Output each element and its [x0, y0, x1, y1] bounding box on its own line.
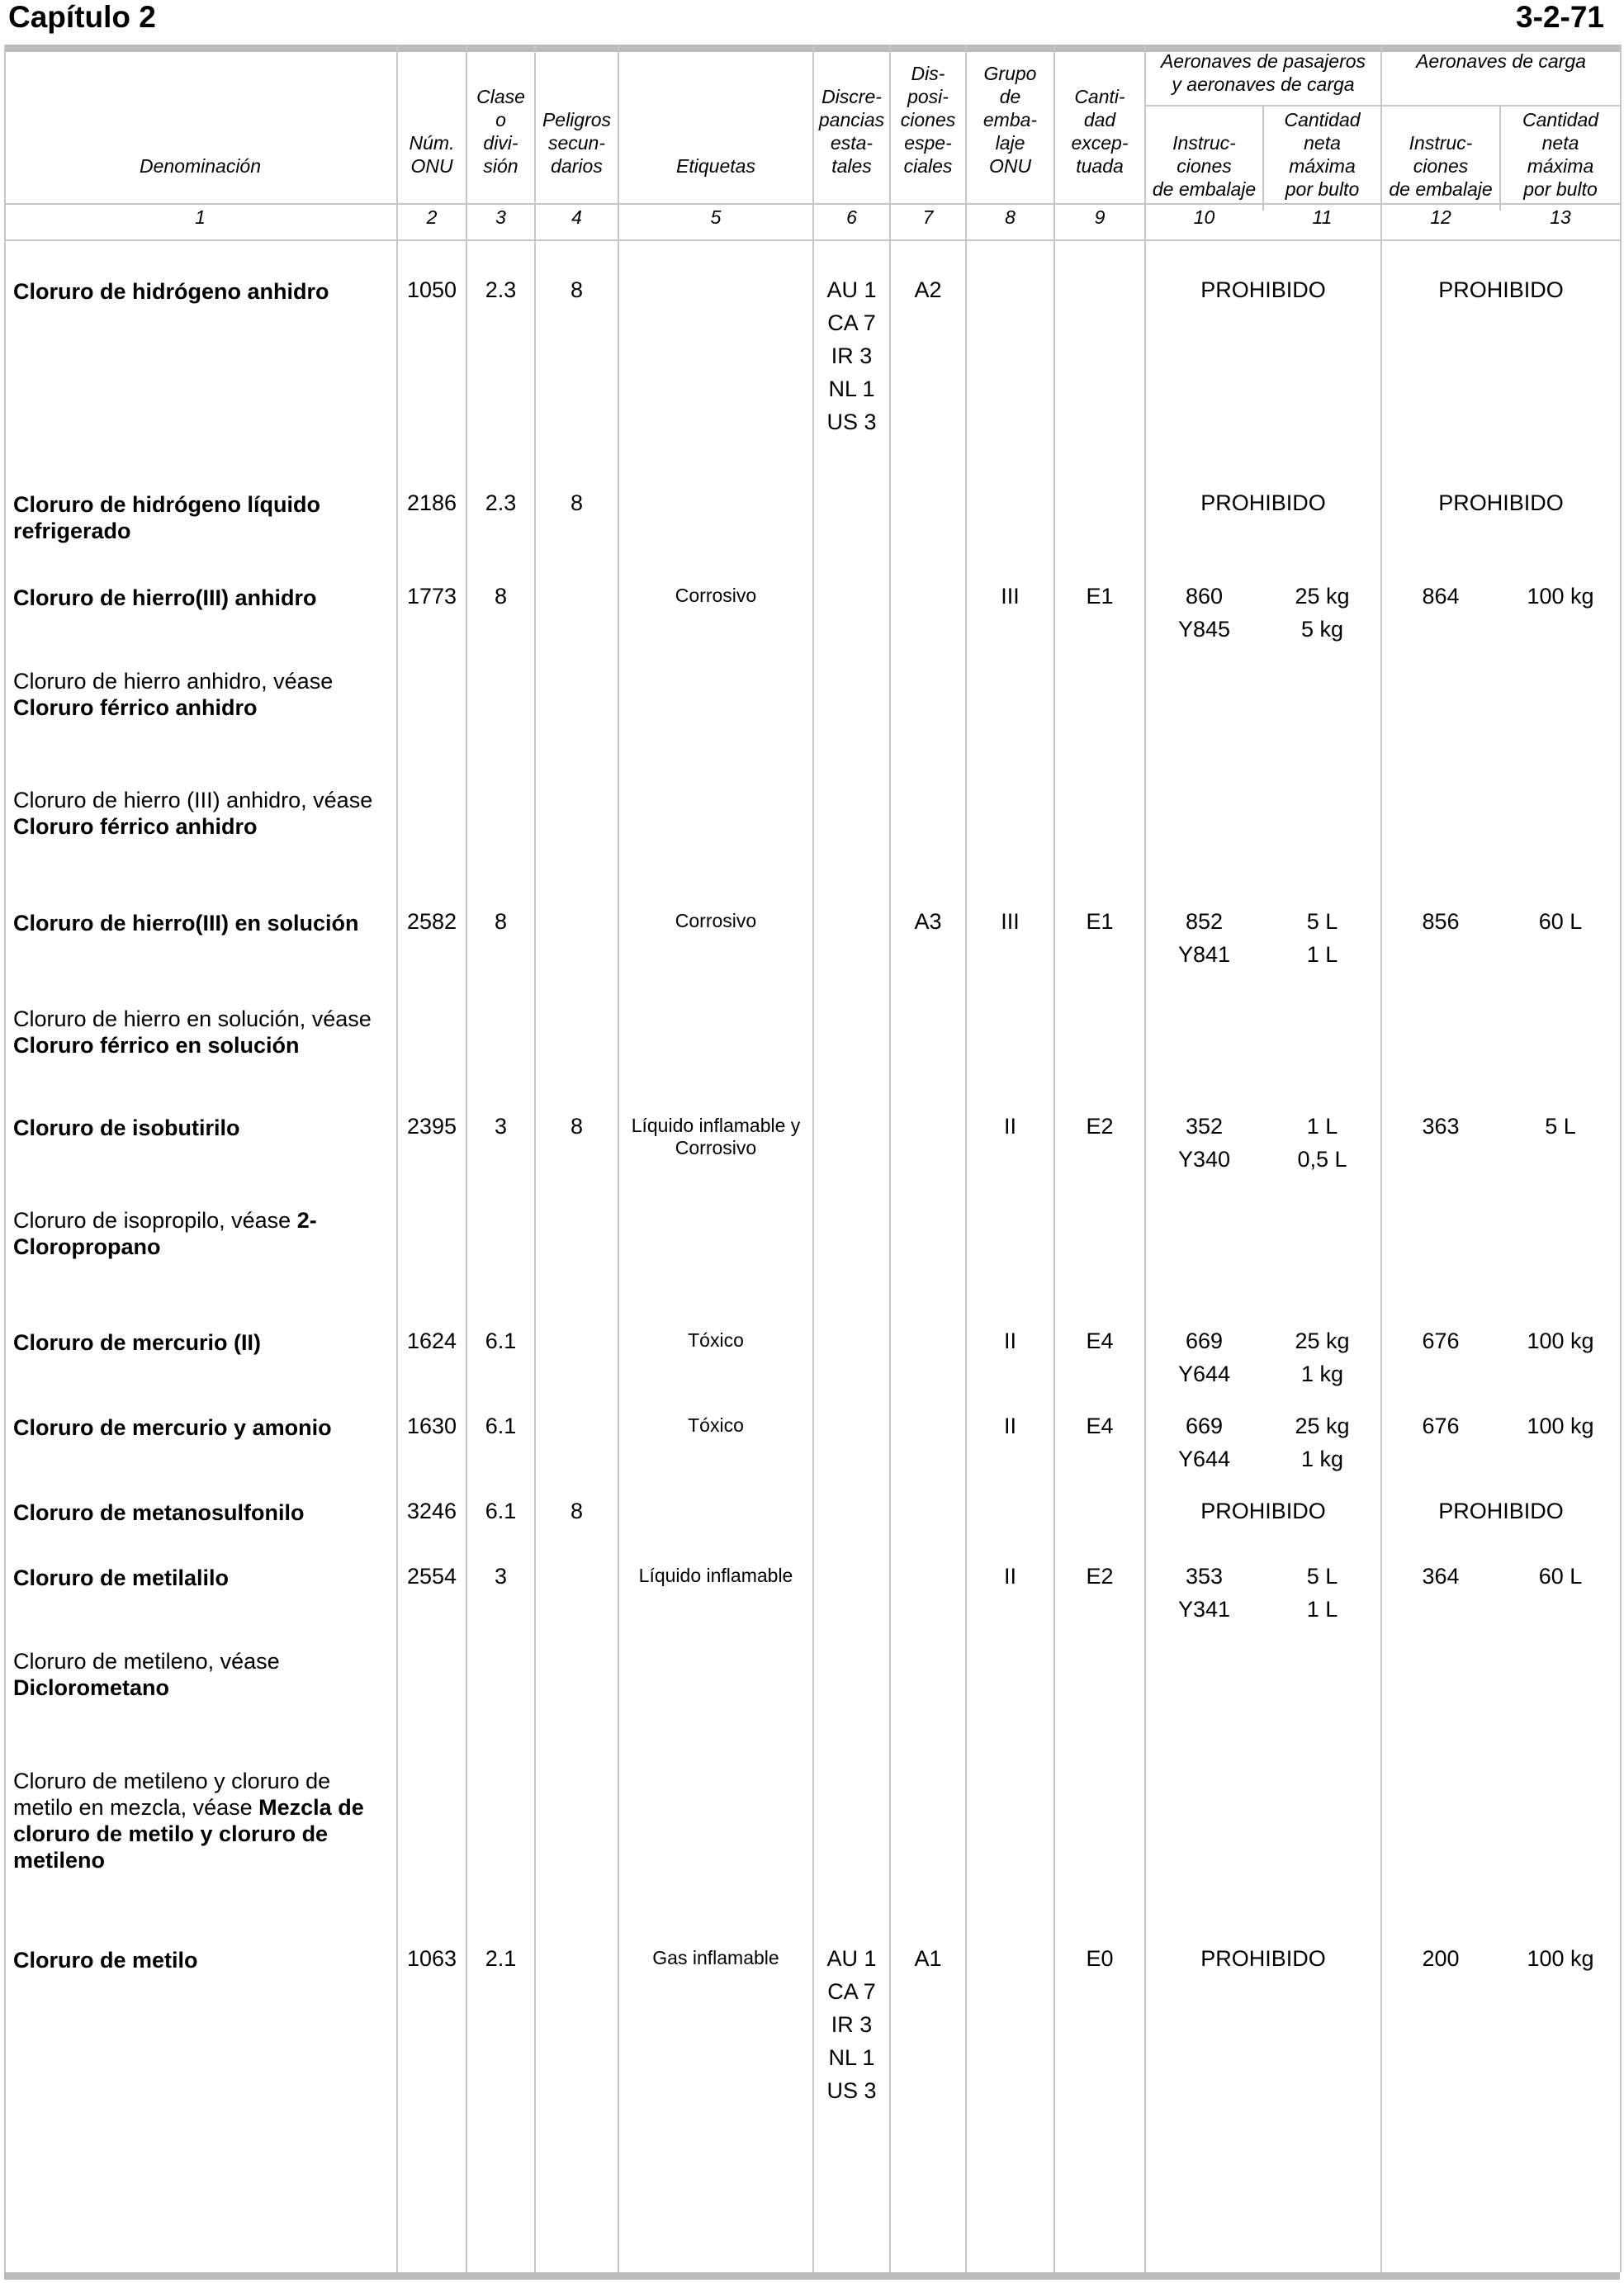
cell-q11: 25 kg 1 kg	[1295, 1329, 1350, 1386]
column-number: 1	[195, 206, 206, 228]
column-divider	[1620, 45, 1622, 2272]
col-header-excepted: Canti- dad excep- tuada	[1071, 86, 1129, 177]
cell-pi10: 860 Y845	[1177, 584, 1231, 642]
column-divider	[396, 45, 398, 2272]
cell-exc: E1	[1086, 584, 1114, 609]
cell-pi12: 864	[1422, 584, 1460, 609]
entry-name	[13, 1329, 393, 1356]
col-header-qty-cargo: Cantidad neta máxima por bulto	[1522, 109, 1599, 200]
cell-q11: 5 L 1 L	[1306, 909, 1338, 967]
entry-name	[13, 1648, 393, 1701]
cell-pi12: 676	[1422, 1329, 1460, 1353]
column-divider	[534, 45, 536, 2272]
cell-sp: A1	[914, 1946, 942, 1971]
entry-name-bold: Cloruro de metanosulfonilo	[13, 1500, 305, 1525]
cell-sub: 8	[570, 490, 584, 515]
cell-exc: E0	[1086, 1946, 1114, 1971]
entry-name-bold: Cloruro de metilalilo	[13, 1565, 230, 1590]
column-divider	[1380, 45, 1382, 2272]
cell-un: 2554	[406, 1564, 457, 1589]
cell-cls: 8	[494, 584, 508, 609]
entry-name-prefix: Cloruro de hierro (III) anhidro, véase	[13, 788, 373, 812]
cell-pi12: 676	[1422, 1414, 1460, 1438]
col-header-special: Dis- posi- ciones espe- ciales	[900, 63, 956, 177]
cell-q13: 60 L	[1538, 1564, 1583, 1589]
cell-q13: 100 kg	[1527, 584, 1594, 609]
entry-name	[13, 1115, 393, 1141]
cell-pi10: 669 Y644	[1177, 1414, 1231, 1471]
entry-name-prefix: Cloruro de metileno y cloruro de metilo en mezcla, véase	[13, 1769, 331, 1820]
entry-name-bold: Cloruro de mercurio (II)	[13, 1330, 262, 1355]
cell-cls: 6.1	[485, 1414, 517, 1438]
column-divider	[4, 45, 6, 2272]
column-divider	[965, 45, 967, 2272]
entry-name	[13, 910, 393, 936]
chapter-title: Capítulo 2	[8, 0, 156, 34]
entry-name	[13, 1006, 393, 1059]
col-header-labels: Etiquetas	[676, 155, 755, 177]
column-number: 4	[571, 206, 582, 228]
cell-exc: E1	[1086, 909, 1114, 934]
col-header-name: Denominación	[139, 155, 262, 177]
column-divider	[1053, 45, 1055, 2272]
cell-q11: 25 kg 5 kg	[1295, 584, 1350, 642]
cell-pg: II	[1003, 1414, 1016, 1438]
col-header-variations: Discre- pancias esta- tales	[818, 86, 885, 177]
cell-pi12: 856	[1422, 909, 1460, 934]
entry-name-reference: Cloruro férrico en solución	[13, 1033, 300, 1058]
cell-lab: Líquido inflamable y Corrosivo	[631, 1115, 801, 1158]
entry-name-reference: 2-Cloropropano	[13, 1208, 317, 1259]
column-number: 11	[1312, 206, 1333, 228]
column-number: 7	[922, 206, 934, 228]
col-header-packing-group: Grupo de emba- laje ONU	[982, 63, 1038, 177]
cell-lab: Corrosivo	[675, 910, 757, 931]
entry-name-bold: Cloruro de isobutirilo	[13, 1115, 240, 1140]
cell-cls: 2.1	[485, 1946, 517, 1971]
cell-cls: 2.3	[485, 490, 517, 515]
col-header-class: Clase o divi- sión	[476, 86, 525, 177]
entry-name-bold: Cloruro de hierro(III) anhidro	[13, 585, 317, 610]
cell-cls: 3	[494, 1114, 508, 1139]
entry-name-reference: Cloruro férrico anhidro	[13, 695, 258, 720]
entry-name-bold: Cloruro de hidrógeno líquido refrigerado	[13, 492, 320, 543]
cell-pi10: 352 Y340	[1177, 1114, 1231, 1172]
cell-cls: 8	[494, 909, 508, 934]
cell-pg: II	[1003, 1329, 1016, 1353]
cell-exc: E2	[1086, 1564, 1114, 1589]
cell-un: 1063	[406, 1946, 457, 1971]
cell-q11: 1 L 0,5 L	[1297, 1114, 1347, 1172]
col-header-subsidiary: Peligros secun- darios	[542, 109, 612, 177]
entry-name	[13, 668, 393, 721]
group-header-rule	[1144, 105, 1622, 107]
cell-exc: E2	[1086, 1114, 1114, 1139]
entry-name-reference: Cloruro férrico anhidro	[13, 814, 258, 839]
column-number: 9	[1094, 206, 1106, 228]
cell-un: 2582	[406, 909, 457, 934]
column-number: 13	[1550, 206, 1571, 228]
col-header-pi-pax: Instruc- ciones de embalaje	[1152, 132, 1257, 200]
cell-q13: 100 kg	[1527, 1329, 1594, 1353]
cell-pi12: 364	[1422, 1564, 1460, 1589]
cell-pax: PROHIBIDO	[1200, 490, 1326, 515]
column-number: 5	[710, 206, 722, 228]
cell-un: 3246	[406, 1499, 457, 1523]
entry-name-bold: Cloruro de metilo	[13, 1948, 198, 1973]
bottom-rule	[4, 2272, 1620, 2280]
cell-exc: E4	[1086, 1414, 1114, 1438]
cell-pi12: 363	[1422, 1114, 1460, 1139]
entry-name	[13, 787, 393, 840]
cell-pg: III	[1001, 909, 1020, 934]
cell-cls: 3	[494, 1564, 508, 1589]
column-number: 6	[846, 206, 857, 228]
cell-pax: PROHIBIDO	[1200, 1499, 1326, 1523]
group-header-passenger: Aeronaves de pasajeros y aeronaves de carga	[1160, 50, 1366, 95]
cell-un: 1773	[406, 584, 457, 609]
cell-q11: 5 L 1 L	[1306, 1564, 1338, 1622]
entry-name	[13, 1768, 393, 1873]
cell-cargo: PROHIBIDO	[1438, 277, 1564, 302]
entry-name-prefix: Cloruro de hierro en solución, véase	[13, 1007, 372, 1031]
cell-lab: Tóxico	[688, 1414, 744, 1436]
cell-pi10: 852 Y841	[1177, 909, 1231, 967]
cell-cargo: PROHIBIDO	[1438, 1499, 1564, 1523]
cell-sp: A2	[914, 277, 942, 302]
entry-name	[13, 491, 393, 544]
cell-sub: 8	[570, 1114, 584, 1139]
entry-name-reference: Diclorometano	[13, 1675, 170, 1700]
cell-pg: II	[1003, 1114, 1016, 1139]
column-number: 8	[1005, 206, 1016, 228]
cell-cls: 6.1	[485, 1329, 517, 1353]
cell-un: 1050	[406, 277, 457, 302]
cell-q13: 60 L	[1538, 909, 1583, 934]
cell-un: 2186	[406, 490, 457, 515]
cell-q13: 100 kg	[1527, 1414, 1594, 1438]
entry-name-prefix: Cloruro de hierro anhidro, véase	[13, 669, 334, 694]
entry-name	[13, 1414, 393, 1441]
cell-lab: Gas inflamable	[652, 1947, 779, 1968]
column-number: 12	[1430, 206, 1451, 228]
cell-var: AU 1 CA 7 IR 3 NL 1 US 3	[826, 277, 877, 434]
cell-sub: 8	[570, 1499, 584, 1523]
col-header-un: Núm. ONU	[409, 132, 455, 177]
cell-lab: Tóxico	[688, 1329, 744, 1351]
cell-pax: PROHIBIDO	[1200, 1946, 1326, 1971]
col-header-pi-cargo: Instruc- ciones de embalaje	[1389, 132, 1493, 200]
entry-name	[13, 1499, 393, 1526]
entry-name-bold: Cloruro de hierro(III) en solución	[13, 911, 359, 935]
cell-un: 2395	[406, 1114, 457, 1139]
cell-q11: 25 kg 1 kg	[1295, 1414, 1350, 1471]
cell-var: AU 1 CA 7 IR 3 NL 1 US 3	[826, 1946, 877, 2103]
column-number: 2	[426, 206, 438, 228]
entry-name-reference: Mezcla de cloruro de metilo y cloruro de metileno	[13, 1795, 364, 1873]
entry-name-prefix: Cloruro de metileno, véase	[13, 1649, 280, 1674]
column-divider	[466, 45, 467, 2272]
cell-un: 1624	[406, 1329, 457, 1353]
cell-sub: 8	[570, 277, 584, 302]
cell-pg: III	[1001, 584, 1020, 609]
cell-un: 1630	[406, 1414, 457, 1438]
cell-cls: 6.1	[485, 1499, 517, 1523]
header-rule	[4, 203, 1622, 205]
cell-pax: PROHIBIDO	[1200, 277, 1326, 302]
entry-name	[13, 1207, 393, 1260]
page-number: 3-2-71	[1516, 0, 1604, 34]
cell-exc: E4	[1086, 1329, 1114, 1353]
cell-lab: Líquido inflamable	[638, 1565, 793, 1586]
cell-cls: 2.3	[485, 277, 517, 302]
cell-pg: II	[1003, 1564, 1016, 1589]
cell-q13: 5 L	[1545, 1114, 1576, 1139]
cell-q13: 100 kg	[1527, 1946, 1594, 1971]
cell-lab: Corrosivo	[675, 585, 757, 606]
entry-name	[13, 585, 393, 611]
entry-name	[13, 278, 393, 305]
header-rule	[4, 239, 1622, 241]
group-header-cargo: Aeronaves de carga	[1416, 50, 1586, 72]
column-number: 10	[1193, 206, 1215, 228]
entry-name	[13, 1947, 393, 1973]
column-number: 3	[495, 206, 506, 228]
column-divider	[889, 45, 891, 2272]
cell-sp: A3	[914, 909, 942, 934]
entry-name-bold: Cloruro de hidrógeno anhidro	[13, 279, 329, 304]
col-header-qty-pax: Cantidad neta máxima por bulto	[1284, 109, 1361, 200]
entry-name	[13, 1565, 393, 1591]
cell-pi10: 669 Y644	[1177, 1329, 1231, 1386]
entry-name-prefix: Cloruro de isopropilo, véase	[13, 1208, 291, 1233]
cell-pi10: 353 Y341	[1177, 1564, 1231, 1622]
cell-cargo: PROHIBIDO	[1438, 490, 1564, 515]
entry-name-bold: Cloruro de mercurio y amonio	[13, 1415, 332, 1440]
cell-pi12: 200	[1422, 1946, 1460, 1971]
